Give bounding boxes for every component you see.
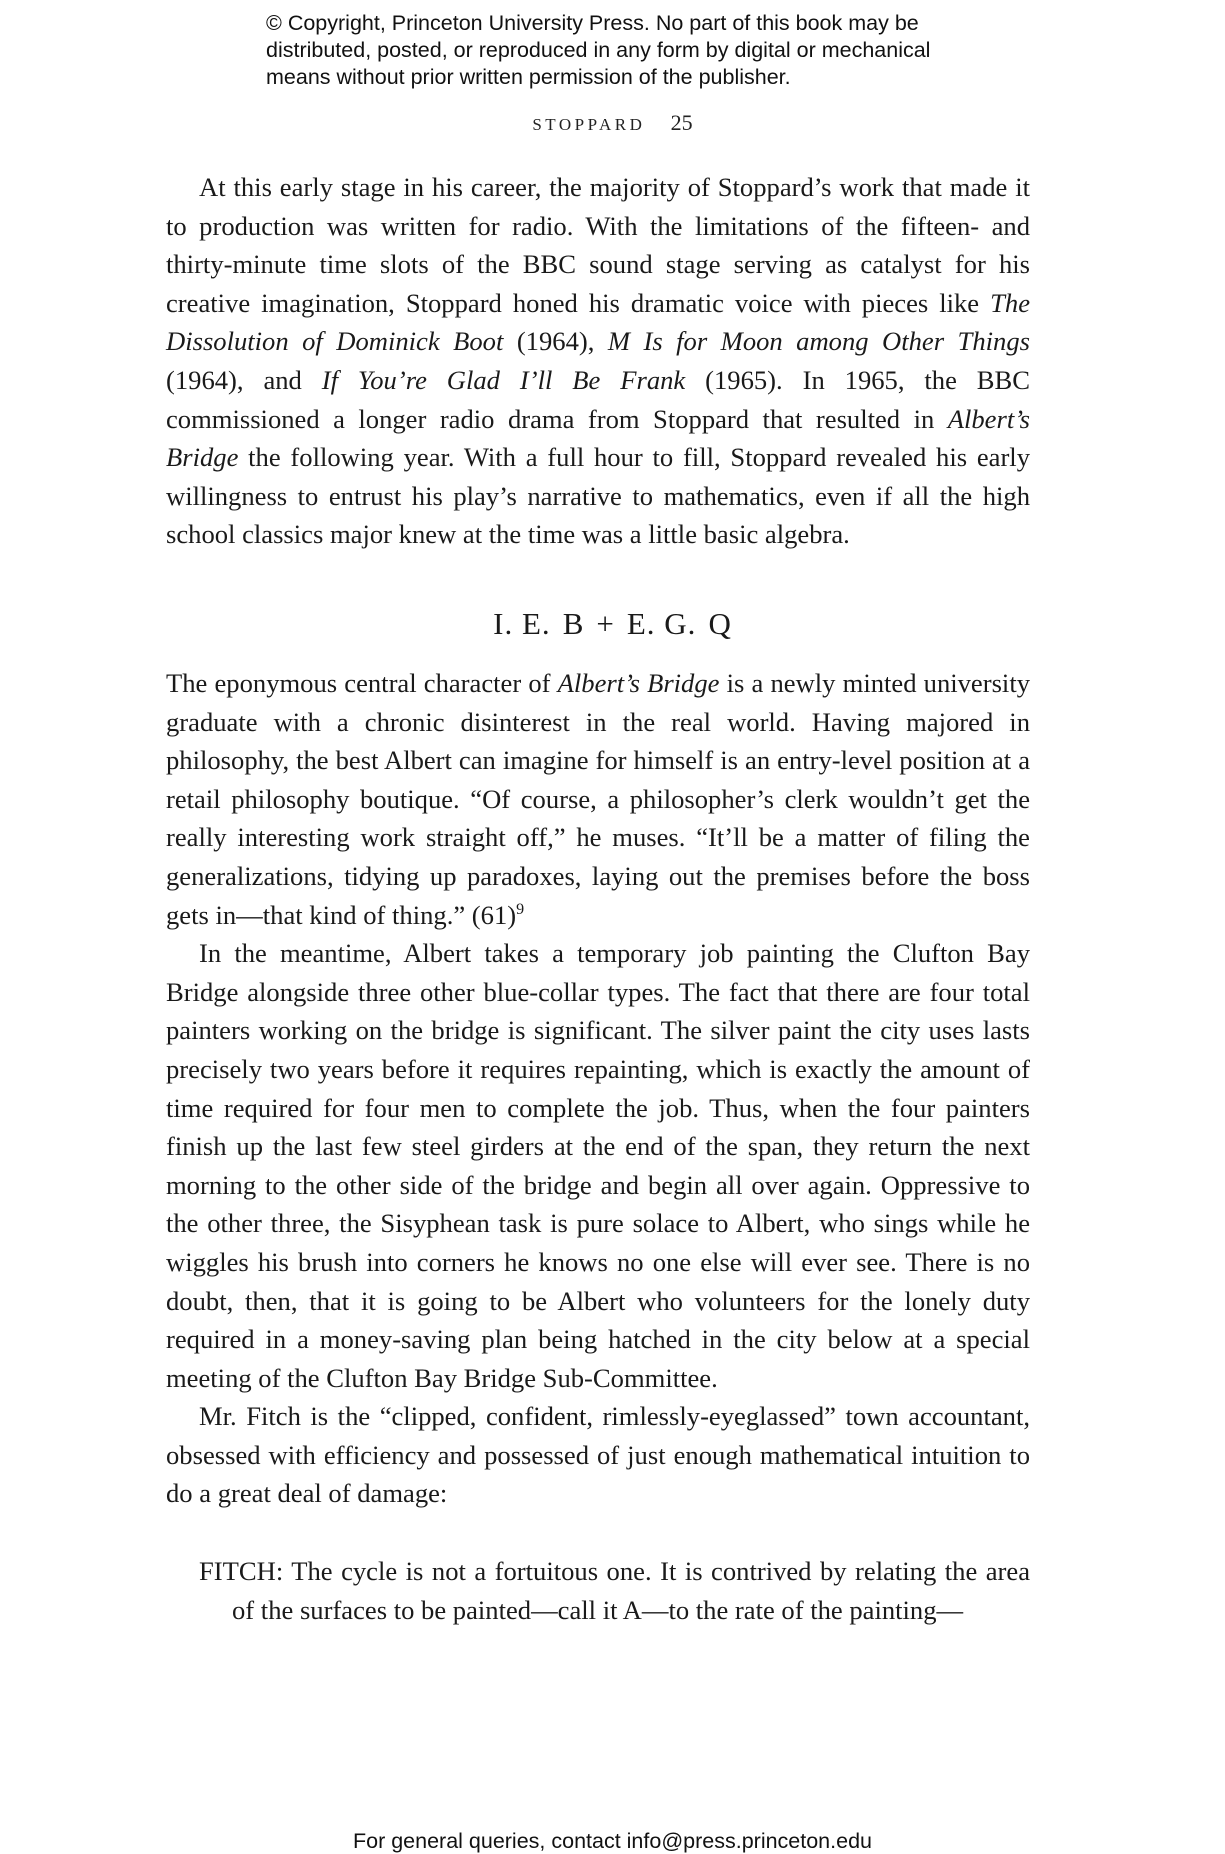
play-title: If You’re Glad I’ll Be Frank (321, 364, 686, 395)
copyright-line-2: distributed, posted, or reproduced in any form by digital or mechanical (266, 38, 931, 62)
paragraph-4: Mr. Fitch is the “clipped, confident, rimlessly-eyeglassed” town accountant, obsessed with efficiency and possessed of just enough mathematical intuition to do a great deal of damage: (166, 1401, 1030, 1509)
running-head-title: STOPPARD (532, 115, 646, 134)
play-title: M Is for Moon among Other Things (607, 326, 1030, 357)
running-head (0, 110, 1225, 136)
section-heading: I. E. B + E. G. Q (493, 606, 732, 641)
paragraph-3: In the meantime, Albert takes a temporary job painting the Clufton Bay Bridge alongside three other blue-collar types. The fact that there are four total painters working on the bridge is significant. The silver paint the city uses lasts precisely two years before it requires repainting, which is exactly the amount of time required for four men to complete the job. Thus, when the four painters finish up the last few steel girders at the end of the span, they return the next morning to the other side of the bridge and begin all over again. Oppressive to the other three, the Sisyphean task is pure solace to Albert, who sings while he wiggles his brush into corners he knows no one else will ever see. There is no doubt, then, that it is going to be Albert who volunteers for the lonely duty required in a money-saving plan being hatched in the city below at a special meeting of the Clufton Bay Bridge Sub-Committee. (166, 938, 1030, 1393)
quote-speaker: FITCH: (199, 1556, 284, 1586)
play-title: Albert’s Bridge (557, 668, 720, 698)
copyright-line-1: © Copyright, Princeton University Press. No part of this book may be (266, 11, 919, 35)
block-quote (166, 1552, 1030, 1629)
footer-contact: For general queries, contact info@press.princeton.edu (352, 1829, 872, 1853)
page-number: 25 (670, 110, 693, 135)
copyright-notice (266, 10, 1026, 91)
body-text-main (166, 664, 1030, 1513)
body-text-top (166, 168, 1030, 554)
copyright-line-3: means without prior written permission of the publisher. (266, 65, 791, 89)
play-title: Albert’s Bridge (166, 403, 1030, 473)
paragraph-2: The eponymous central character of Albert’s Bridge is a newly minted university graduate with a chronic disinterest in the real world. Having majored in philosophy, the best Albert can imagine for himself is an entry-level position at a retail philosophy boutique. “Of course, a philosopher’s clerk wouldn’t get the really interesting work straight off,” he muses. “It’ll be a matter of filing the generalizations, tidying up paradoxes, laying out the premises before the boss gets in—that kind of thing.” $(61)^9$ (166, 668, 1031, 930)
quote-line (199, 1552, 1030, 1629)
footnote-marker: 9 (516, 900, 525, 918)
paragraph-1: At this early stage in his career, the majority of Stoppard’s work that made it to production was written for radio. With the limitations of the fifteen- and thirty-minute time slots of the BBC sound stage serving as catalyst for his creative imagination, Stoppard honed his dramatic voice with pieces like The Dissolution of Dominick Boot (1964), M Is for Moon among Other Things (1964), and If You’re Glad I’ll Be Frank (1965). In 1965, the BBC commissioned a longer radio drama from Stoppard that resulted in Albert’s Bridge the following year. With a full hour to fill, Stoppard revealed his early willingness to entrust his play’s narrative to mathematics, even if all the high school classics major knew at the time was a little basic algebra. (166, 172, 1031, 550)
play-title: The Dissolution of Dominick Boot (166, 287, 1030, 357)
quote-text: The cycle is not a fortuitous one. It is contrived by relating the area of the surfaces to be painted—call it A—to the rate of the painting— (232, 1556, 1030, 1625)
